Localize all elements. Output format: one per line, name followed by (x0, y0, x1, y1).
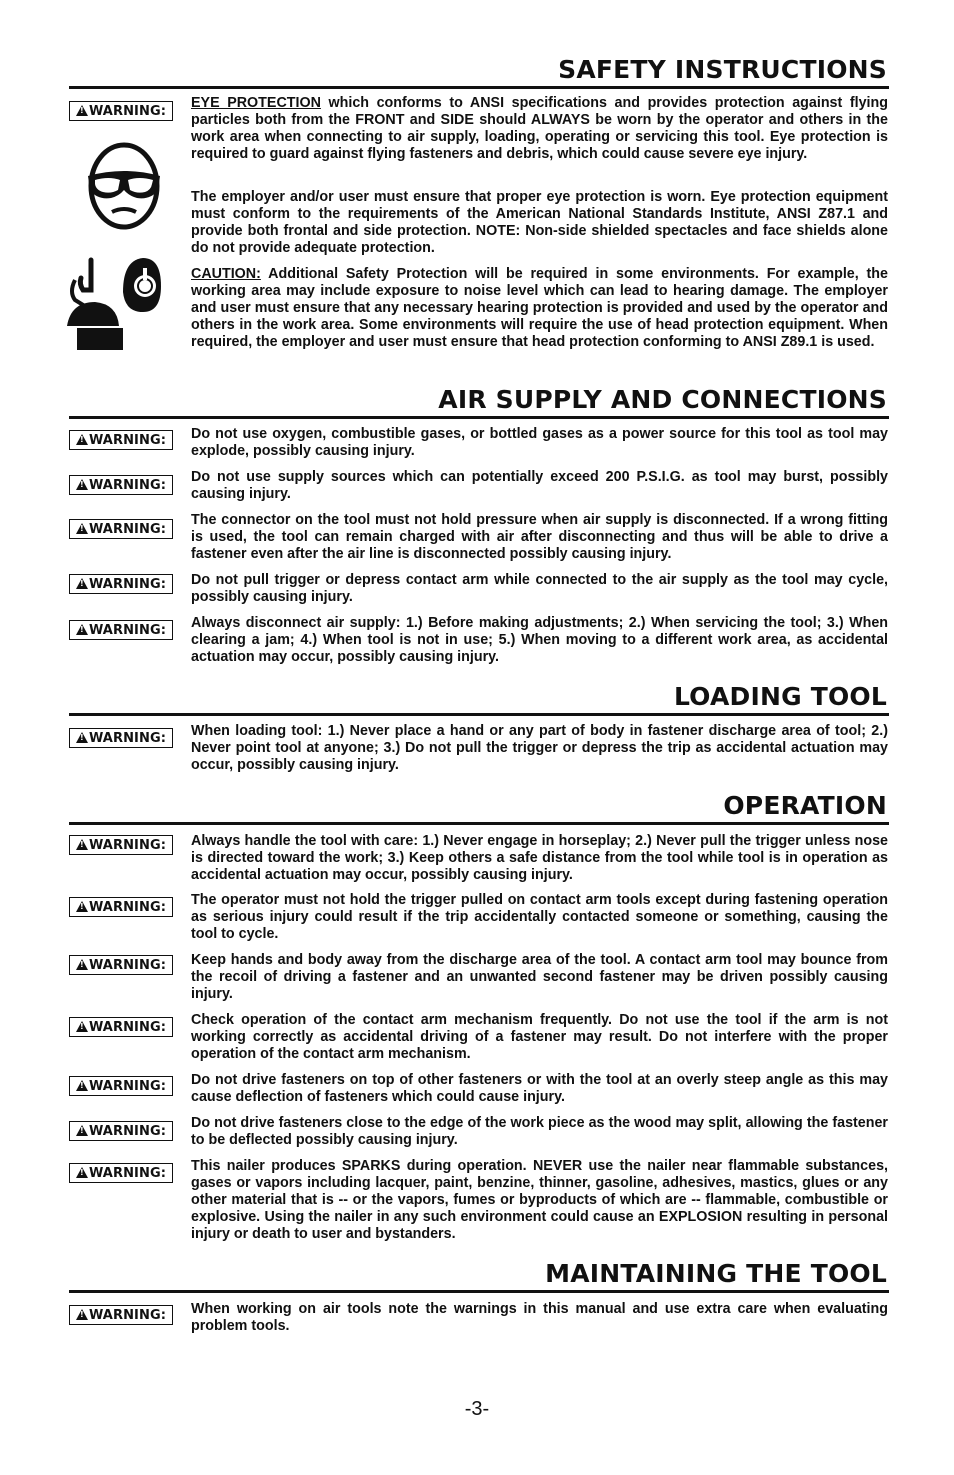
warning-triangle-icon (76, 732, 88, 743)
warning-badge: ! WARNING: (69, 1076, 173, 1096)
heading-operation: OPERATION (723, 791, 887, 820)
warning-badge: ! WARNING: (69, 1305, 173, 1325)
warning-badge: ! WARNING: (69, 475, 173, 495)
operation-warning-1: Always handle the tool with care: 1.) Never engage in horseplay; 2.) Never pull the trigger unless nose is directed toward the work; 3.) Keep others a safe distance from the tool while tool is in operation as accidental actuation may occur, possibly causing injury. (191, 833, 888, 883)
warning-badge: ! WARNING: (69, 1163, 173, 1183)
warning-badge: ! WARNING: (69, 574, 173, 594)
warning-triangle-icon (76, 624, 88, 635)
air-warning-4: Do not pull trigger or depress contact arm while connected to the air supply as the tool may cycle, possibly causing injury. (191, 572, 888, 605)
air-warning-5: Always disconnect air supply: 1.) Before making adjustments; 2.) When servicing the tool; 3.) When clearing a jam; 4.) When tool is not in use; 5.) When moving to a different work area, as accidental actuation may occur, possibly causing injury. (191, 615, 888, 665)
warning-triangle-icon (76, 434, 88, 445)
section-heading-operation (69, 792, 889, 825)
warning-badge: ! WARNING: (69, 1017, 173, 1037)
warning-badge: ! WARNING: (69, 430, 173, 450)
warning-badge: ! WARNING: (69, 728, 173, 748)
warning-triangle-icon (76, 578, 88, 589)
warning-triangle-icon (76, 1080, 88, 1091)
maintaining-warning-1: When working on air tools note the warnings in this manual and use extra care when evaluating problem tools. (191, 1301, 888, 1334)
operation-warning-6: Do not drive fasteners close to the edge of the work piece as the wood may split, allowing the fastener to be deflected possibly causing injury. (191, 1115, 888, 1148)
warning-badge: ! WARNING: (69, 519, 173, 539)
warning-triangle-icon (76, 901, 88, 912)
warning-triangle-icon (76, 1021, 88, 1032)
safety-goggles-icon (85, 140, 163, 232)
heading-safety-instructions: SAFETY INSTRUCTIONS (558, 55, 887, 84)
heading-air-supply: AIR SUPPLY AND CONNECTIONS (438, 385, 887, 414)
air-warning-3: The connector on the tool must not hold pressure when air supply is disconnected. If a wrong fitting is used, the tool can remain charged with air after disconnecting and thus will be able to drive a fastener even after the air line is disconnected possibly causing injury. (191, 512, 888, 562)
warning-triangle-icon (76, 1125, 88, 1136)
operation-warning-5: Do not drive fasteners on top of other fasteners or with the tool at an overly steep angle as this may cause deflection of fasteners which could cause injury. (191, 1072, 888, 1105)
ear-protection-icon (119, 256, 163, 314)
section-heading-air-supply (69, 386, 889, 419)
page-number: -3- (464, 1398, 490, 1420)
warning-badge: ! WARNING: (69, 835, 173, 855)
employer-eye-protection-text: The employer and/or user must ensure that proper eye protection is worn. Eye protection equipment must conform to the requirements of the American National Standards Institute, ANSI Z87.1 and provide both frontal and side protection. NOTE: Non-side shielded spectacles and face shields alone do not provide adequate protection. (191, 189, 888, 256)
heading-loading-tool: LOADING TOOL (673, 682, 887, 711)
warning-badge: ! WARNING: (69, 1121, 173, 1141)
air-warning-2: Do not use supply sources which can potentially exceed 200 P.S.I.G. as tool may burst, possibly causing injury. (191, 469, 888, 502)
section-heading-safety (69, 56, 889, 89)
loading-warning-1: When loading tool: 1.) Never place a hand or any part of body in fastener discharge area of tool; 2.) Never point tool at anyone; 3.) Do not pull the trigger or depress the trip as accidental actuation may occur, possibly causing injury. (191, 723, 888, 773)
section-heading-loading (69, 683, 889, 716)
operation-warning-3: Keep hands and body away from the discharge area of the tool. A contact arm tool may bounce from the recoil of driving a fastener and an unwanted second fastener may be driven possibly causing injury. (191, 952, 888, 1002)
warning-badge: ! WARNING: (69, 897, 173, 917)
operation-warning-2: The operator must not hold the trigger pulled on contact arm tools except during fastening operation as serious injury could result if the trip accidentally contacted someone or something, causing the tool to cycle. (191, 892, 888, 942)
warning-triangle-icon (76, 959, 88, 970)
warning-triangle-icon (76, 839, 88, 850)
heading-maintaining-the-tool: MAINTAINING THE TOOL (545, 1259, 887, 1288)
warning-badge: ! WARNING: (69, 101, 173, 121)
hard-hat-icon (61, 256, 123, 352)
warning-badge: ! WARNING: (69, 620, 173, 640)
operation-warning-7: This nailer produces SPARKS during operation. NEVER use the nailer near flammable substances, gases or vapors including lacquer, paint, benzine, thinner, gasoline, adhesives, mastics, glues or any other material that is -- or the vapors, fumes or byproducts of which are -- flammable, combustible or explosive. Using the nailer in any such environment could cause an EXPLOSION resulting in personal injury or death to user and bystanders. (191, 1158, 888, 1242)
warning-triangle-icon (76, 1309, 88, 1320)
warning-triangle-icon (76, 1167, 88, 1178)
eye-protection-text: EYE PROTECTION which conforms to ANSI specifications and provides protection against flying particles both from the FRONT and SIDE should ALWAYS be worn by the operator and others in the work area when connecting to air supply, loading, operating or servicing this tool. Eye protection is required to guard against flying fasteners and debris, which could cause severe eye injury. (191, 95, 888, 162)
air-warning-1: Do not use oxygen, combustible gases, or bottled gases as a power source for this tool as tool may explode, possibly causing injury. (191, 426, 888, 459)
warning-triangle-icon (76, 479, 88, 490)
warning-triangle-icon (76, 105, 88, 116)
operation-warning-4: Check operation of the contact arm mechanism frequently. Do not use the tool if the arm is not working correctly as accidental driving of a fastener may result. Do not interfere with the proper operation of the contact arm mechanism. (191, 1012, 888, 1062)
section-heading-maintaining (69, 1260, 889, 1293)
warning-triangle-icon (76, 523, 88, 534)
warning-badge: ! WARNING: (69, 955, 173, 975)
caution-text: CAUTION: Additional Safety Protection will be required in some environments. For example, the working area may include exposure to noise level which can lead to hearing damage. The employer and user must ensure that any necessary hearing protection is provided and used by the operator and others in the work area. Some environments will require the use of head protection equipment. When required, the employer and user must ensure that head protection conforming to ANSI Z89.1 is used. (191, 266, 888, 350)
